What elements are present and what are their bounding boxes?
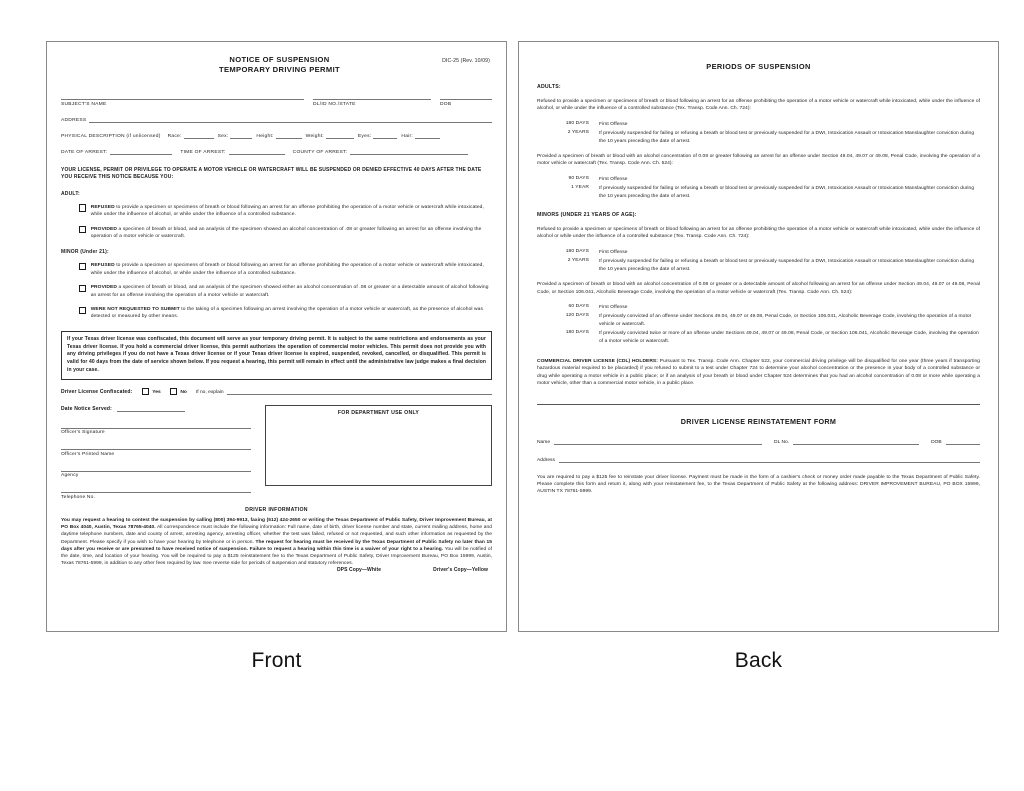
time-of-arrest-label: TIME OF ARREST: (180, 149, 226, 155)
if-no-explain-label: If no, explain (195, 389, 224, 395)
adult-refused-text (91, 204, 492, 219)
sex-field[interactable] (218, 132, 257, 139)
officer-printed-name-field[interactable] (61, 449, 251, 457)
minor-checkbox-item[interactable] (61, 262, 492, 277)
department-use-column (251, 405, 492, 500)
time-of-arrest-input-line[interactable] (229, 148, 285, 155)
hair-label: Hair: (401, 133, 413, 139)
checkbox-icon[interactable] (79, 263, 86, 270)
driver-information-part1: You may request a hearing to contest the suspension by calling (800) 394-9913, faxing (512) 424-2650 or writing the Texas Department of Public Safety, Driver Improvement Bureau, at PO Box 4040, Austin, Texas 78765-4040. (61, 517, 492, 531)
date-of-arrest-input-line[interactable] (110, 148, 172, 155)
dob-label: DOB (440, 101, 452, 107)
penalty-row (537, 330, 980, 345)
temporary-permit-note: If your Texas driver license was confiscated, this document will serve as your temporary driving permit. It is subject to the same restrictions and endorsements as your Texas driver license. If you hold a commercial driver license, this permit authorizes the operation of commercial motor vehicles. This permit does not provide you with any driving privileges if you do not have a Texas driver license or if your Texas driver license is expired, suspended, revoked, cancelled, or disqualified. This permit is valid for 40 days from the date of service shown below. If you request a hearing, this permit will remain in effect until the administrative law judge makes a final decision in your case. (61, 331, 492, 380)
eyes-field[interactable] (358, 132, 401, 139)
reinstatement-dl-no-input-line[interactable] (793, 438, 919, 445)
driver-information-part4: You will be notified of the date, time, and location of your hearing. You will be required to pay a $125 reinstatement fee to the Texas Department of Public Safety, Driver Improvement Bureau, PO Box 15999, Austin, Texas 78761-5999, in addition to any other fees required by law. See reverse side for periods of suspension and statutory references. (61, 546, 493, 567)
adult-section-heading: ADULT: (61, 190, 80, 197)
driver-information-heading: DRIVER INFORMATION (245, 506, 308, 513)
reinstatement-name-label: Name (537, 439, 551, 445)
race-label: Race: (167, 133, 182, 139)
officer-signature-label: Officer's Signature (61, 430, 105, 436)
date-notice-served-field[interactable] (61, 405, 251, 412)
department-use-box[interactable] (265, 405, 492, 486)
cdl-body-text: Pursuant to Tex. Transp. Code Ann. Chapter 522, your commercial driving privilege will be disqualified for one year (three years if transporting hazardous material required to be placarded) if you refused to submit to a test under Chapter 724 to determine your alcohol concentration or the presence in your body of a controlled substance or drug while operating a motor vehicle in a public place; or if an analysis of your breath or blood under Chapter 524 determines that you had an alcohol concentration of 0.08 or more while operating a motor vehicle, other than a commercial motor vehicle, in a public place. (537, 358, 980, 387)
sex-label: Sex: (217, 133, 229, 139)
minor-provided-text (91, 284, 492, 299)
reinstatement-address-input-line[interactable] (559, 456, 980, 463)
arrest-details-row (61, 148, 492, 155)
driver-information-part2: All correspondence must include the following information: Full name, date of birth, driver license number and state, current mailing address, home and daytime telephone numbers, date and county of arrest, arresting agency, arresting officer, whether the test was failed, refused or not requested, and such other information as requested by the Department. Please specify if you wish to have your hearing by telephone or in person. (61, 525, 492, 545)
physical-description-label: PHYSICAL DESCRIPTION (if unlicensed) (61, 133, 161, 139)
reinstatement-identity-row (537, 438, 980, 445)
dl-id-state-input-line[interactable] (313, 90, 431, 100)
height-label: Height: (256, 133, 274, 139)
adult-refused-body: to provide a specimen or specimens of breath or blood following an arrest for an offense prohibiting the operation of a motor vehicle or watercraft while intoxicated, while under the influence of alcohol, or while under the influence of a controlled substance. (90, 204, 484, 218)
cdl-paragraph (537, 358, 980, 388)
penalty-term: 2 YEARS (567, 130, 589, 136)
penalty-description: If previously convicted twice or more of an offense under Sections 49.04, 49.07 or 49.08, Penal Code, or Section 106.041, Alcoholic Beverage Code, involving the operation of a motor vehicle or watercraft. (599, 331, 979, 344)
license-confiscated-label: Driver License Confiscated: (61, 388, 133, 395)
height-input-line[interactable] (276, 132, 302, 139)
penalty-term: 2 YEARS (567, 258, 589, 264)
penalty-description: If previously suspended for failing or refusing a breath or blood test or previously suspended for a DWI, Intoxication Assault or Intoxication Manslaughter conviction during the 10 years preceding the date of arrest. (599, 186, 975, 199)
cdl-lead-label: COMMERCIAL DRIVER LICENSE (CDL) HOLDERS: (537, 358, 658, 364)
penalty-row (537, 176, 980, 183)
penalty-description: If previously suspended for failing or refusing a breath or blood test or previously suspended for a DWI, Intoxication Assault or Intoxication Manslaughter conviction during the 10 years preceding the date of arrest. (599, 259, 975, 272)
section-divider (537, 404, 980, 405)
minor-refused-body: to provide a specimen or specimens of breath or blood following an arrest for an offense prohibiting the operation of a motor vehicle or watercraft while intoxicated, while under the influence of alcohol, or while under the influence of a controlled substance. (90, 263, 484, 276)
officer-signature-field[interactable] (61, 428, 251, 436)
penalty-term: 120 DAYS (565, 313, 589, 319)
adult-provided-text (91, 226, 492, 241)
hair-input-line[interactable] (415, 132, 440, 139)
penalty-row (537, 304, 980, 311)
reinstatement-address-row (537, 456, 980, 463)
adult-checkbox-item[interactable] (61, 226, 492, 241)
driver-information-body (61, 517, 492, 567)
minor-section-heading: MINOR (Under 21): (61, 249, 109, 256)
penalty-description: First Offense (599, 121, 628, 127)
suspension-warning-text: YOUR LICENSE, PERMIT OR PRIVILEGE TO OPERATE A MOTOR VEHICLE OR WATERCRAFT WILL BE SUSPENDED OR DENIED EFFECTIVE 40 DAYS AFTER THE DATE YOU RECEIVE THIS NOTICE BECAUSE YOU: (61, 166, 482, 181)
front-sheet-wrapper (46, 41, 507, 673)
agency-label: Agency (61, 473, 79, 479)
subject-name-label: SUBJECT'S NAME (61, 101, 107, 107)
penalty-description: First Offense (599, 176, 628, 182)
dl-id-state-field[interactable] (313, 90, 431, 107)
officer-printed-name-input-line[interactable] (61, 449, 251, 450)
penalty-term: 1 YEAR (571, 185, 589, 191)
checkbox-icon-no[interactable] (170, 388, 177, 395)
eyes-label: Eyes: (357, 133, 372, 139)
minor-checkbox-item[interactable] (61, 306, 492, 321)
back-caption: Back (734, 649, 783, 672)
front-title-line2: TEMPORARY DRIVING PERMIT (218, 65, 341, 74)
if-no-explain-input-line[interactable] (227, 388, 492, 395)
adults-paragraph-1: Refused to provide a specimen or specimens of breath or blood following an arrest for an offense prohibiting the operation of a motor vehicle or watercraft while intoxicated, while under the influence of alcohol, or while under the influence of a controlled substance (Tex. Transp. Code Ann. Ch. 724): (537, 99, 980, 112)
subject-name-input-line[interactable] (61, 90, 304, 100)
minors-paragraph-2: Provided a specimen of breath or blood with an alcohol concentration of 0.08 or greater or a detectable amount of alcohol following an arrest for an offense under Section 49.04, 49.07 or 49.08, Penal Code, or Section 106.041, Alcoholic Beverage Code, involving the operation of a motor vehicle or watercraft (Tex. Transp. Code Ann. Ch. 524): (537, 282, 980, 295)
address-label: ADDRESS (61, 117, 87, 123)
weight-field[interactable] (306, 132, 358, 139)
minors-penalty-table-2 (537, 304, 980, 345)
weight-input-line[interactable] (326, 132, 354, 139)
county-of-arrest-label: COUNTY OF ARREST: (292, 149, 348, 155)
adults-paragraph-2: Provided a specimen of breath or blood with an alcohol concentration of 0.08 or greater following an arrest for an offense under Section 49.04, 49.07 or 49.08, Penal Code, involving the operation of a motor vehicle or watercraft (Tex. Transp. Code Ann. Ch. 524): (537, 154, 980, 167)
dob-input-line[interactable] (440, 90, 492, 100)
reinstatement-instructions: You are required to pay a $125 fee to reinstate your driver license. Payment must be made in the form of a cashier's check or money order made payable to the Texas Department of Public Safety. Please complete this form and return it, along with your reinstatement fee, to the Texas Department of Public Safety at the following address: DRIVER IMPROVEMENT BUREAU, PO BOX 15999, AUSTIN TX 78761-5999. (537, 474, 980, 495)
minor-not-requested-lead: WERE NOT REQUESTED TO SUBMIT (90, 306, 180, 312)
weight-label: Weight: (305, 133, 324, 139)
date-of-arrest-label: DATE OF ARREST: (61, 149, 108, 155)
county-of-arrest-input-line[interactable] (350, 148, 468, 155)
officer-details-column (61, 405, 251, 500)
minor-not-requested-text (91, 306, 492, 321)
minor-refused-text (91, 262, 492, 277)
front-header (61, 55, 492, 81)
signature-block (61, 428, 251, 500)
minor-not-requested-body: to the taking of a specimen following an arrest involving the operation of a motor vehicle or watercraft, as the presence of alcohol was detected or measured by other means. (90, 306, 484, 320)
confiscated-yes-label: Yes (152, 389, 161, 395)
adults-penalty-table-1 (537, 121, 980, 145)
checkbox-icon[interactable] (79, 204, 86, 211)
subject-name-field[interactable] (61, 90, 304, 107)
checkbox-icon-yes[interactable] (142, 388, 149, 395)
checkbox-icon[interactable] (79, 285, 86, 292)
front-lower-section (61, 405, 492, 500)
race-field[interactable] (161, 132, 218, 139)
checkbox-icon[interactable] (79, 307, 86, 314)
dl-id-state-label: DL/ID NO./STATE (313, 101, 356, 107)
sex-input-line[interactable] (230, 132, 252, 139)
agency-field[interactable] (61, 471, 251, 479)
dps-copy-label: DPS Copy—White (336, 567, 382, 574)
minor-checkbox-item[interactable] (61, 284, 492, 299)
officer-signature-input-line[interactable] (61, 428, 251, 429)
driver-copy-label: Driver's Copy—Yellow (433, 567, 488, 574)
back-title: PERIODS OF SUSPENSION (706, 62, 811, 71)
penalty-term: 60 DAYS (568, 303, 589, 309)
department-use-title: FOR DEPARTMENT USE ONLY (337, 409, 420, 416)
minor-provided-lead: PROVIDED (90, 285, 118, 291)
race-input-line[interactable] (184, 132, 214, 139)
physical-description-row (61, 132, 492, 139)
penalty-description: If previously suspended for failing or refusing a breath or blood test or previously suspended for a DWI, Intoxication Assault or Intoxication Manslaughter conviction during the 10 years preceding the date of arrest. (599, 131, 975, 144)
front-page (46, 41, 507, 632)
reinstatement-dob-label: DOB (931, 439, 942, 445)
address-input-line[interactable] (89, 115, 492, 123)
minor-provided-body: a specimen of breath or blood, and an analysis of the specimen showed either an alcohol concentration of .08 or greater or a detectable amount of alcohol following an arrest for an offense involving the operation of a motor vehicle or watercraft. (90, 285, 489, 298)
telephone-label: Telephone No. (61, 494, 96, 500)
license-confiscated-row[interactable] (61, 388, 492, 395)
adults-penalty-table-2 (537, 176, 980, 200)
penalty-description: First Offense (599, 249, 628, 255)
reinstatement-address-label: Address (537, 457, 555, 463)
back-page (518, 41, 999, 632)
front-title (61, 55, 492, 75)
date-notice-served-label: Date Notice Served: (61, 405, 113, 412)
penalty-row (537, 185, 980, 200)
address-field[interactable] (61, 115, 492, 123)
reinstatement-dl-no-label: DL No. (774, 439, 790, 445)
officer-printed-name-label: Officer's Printed Name (61, 451, 115, 457)
hair-field[interactable] (401, 132, 444, 139)
penalty-term: 180 DAYS (565, 120, 589, 126)
penalty-row (537, 313, 980, 328)
reinstatement-form-title: DRIVER LICENSE REINSTATEMENT FORM (680, 416, 837, 426)
identity-field-row (61, 90, 492, 107)
adults-heading: ADULTS: (537, 84, 561, 90)
checkbox-icon[interactable] (79, 226, 86, 233)
confiscated-no-label: No (180, 389, 187, 395)
adult-provided-lead: PROVIDED (90, 226, 118, 232)
penalty-row (537, 249, 980, 256)
penalty-description: First Offense (599, 304, 628, 310)
penalty-description: If previously convicted of an offense under Sections 49.04, 49.07 or 49.08, Penal Code, or Section 106.041, Alcoholic Beverage Code, involving the operation of a motor vehicle or watercraft. (599, 314, 972, 327)
penalty-row (537, 258, 980, 273)
driver-information-part3: The request for hearing must be received by the Texas Department of Public Safety no later than 15 days after you receive or are presumed to have received notice of suspension. Failure to request a hearing within this time is a waiver of your right to a hearing. (61, 539, 492, 552)
minors-penalty-table-1 (537, 249, 980, 273)
copy-distribution-row (61, 567, 492, 573)
penalty-term: 180 DAYS (565, 248, 589, 254)
dob-field[interactable] (440, 90, 492, 107)
adult-checkbox-item[interactable] (61, 204, 492, 219)
eyes-input-line[interactable] (373, 132, 397, 139)
reinstatement-name-input-line[interactable] (554, 438, 762, 445)
front-caption: Front (251, 649, 302, 672)
reinstatement-dob-input-line[interactable] (946, 438, 980, 445)
penalty-term: 90 DAYS (568, 175, 589, 181)
minors-paragraph-1: Refused to provide a specimen or specimens of breath or blood following an arrest for an offense prohibiting the operation of a motor vehicle or watercraft while intoxicated, while under the influence of alcohol or while under the influence of a controlled substance (Tex. Transp. Code Ann. Ch. 724): (537, 227, 980, 240)
telephone-input-line[interactable] (61, 492, 251, 493)
telephone-field[interactable] (61, 492, 251, 500)
date-notice-served-input-line[interactable] (117, 405, 185, 412)
back-sheet-wrapper (518, 41, 999, 673)
minors-heading: MINORS (UNDER 21 YEARS OF AGE): (537, 212, 637, 219)
penalty-row (537, 121, 980, 128)
form-revision-code: DIC-25 (Rev. 10/09) (442, 58, 490, 64)
front-title-line1: NOTICE OF SUSPENSION (229, 55, 330, 64)
height-field[interactable] (256, 132, 305, 139)
agency-input-line[interactable] (61, 471, 251, 472)
adult-refused-lead: REFUSED (90, 204, 115, 210)
penalty-term: 180 DAYS (565, 330, 589, 336)
adult-provided-body: a specimen of breath or blood, and an analysis of the specimen showed an alcohol concentration of .08 or greater following an arrest for an offense involving the operation of a motor vehicle or watercraft. (90, 226, 482, 239)
penalty-row (537, 130, 980, 145)
minor-refused-lead: REFUSED (90, 263, 115, 269)
